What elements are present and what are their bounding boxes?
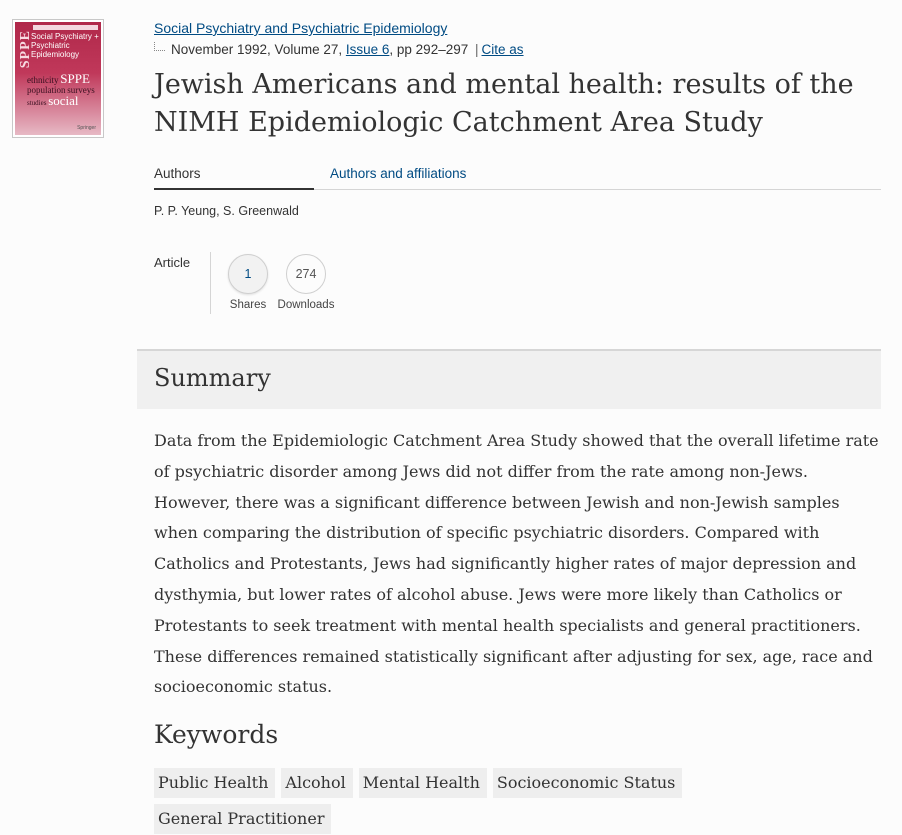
shares-count[interactable]: 1 <box>228 254 268 294</box>
cover-publisher: Springer <box>77 125 96 131</box>
cover-title-line: Psychiatric <box>31 41 70 50</box>
downloads-metric <box>276 254 336 311</box>
keyword-tag: Public Health <box>154 768 275 798</box>
article-title: Jewish Americans and mental health: results of the NIMH Epidemiologic Catchment Area Study <box>154 69 854 138</box>
journal-link[interactable]: Social Psychiatry and Psychiatric Epidemiology <box>154 20 448 36</box>
cover-artwork <box>15 22 101 135</box>
publication-meta <box>154 42 524 57</box>
cover-spine-text: SPPE <box>18 30 33 69</box>
date-volume: November 1992, Volume 27, <box>171 42 343 57</box>
keyword-tag: General Practitioner <box>154 804 331 834</box>
downloads-label: Downloads <box>277 299 335 311</box>
tab-authors-and-affiliations[interactable]: Authors and affiliations <box>330 166 467 181</box>
keyword-tag: Mental Health <box>359 768 487 798</box>
tree-branch-icon <box>154 42 165 51</box>
shares-metric[interactable] <box>218 254 278 311</box>
keywords-heading: Keywords <box>154 720 279 749</box>
cover-title-line: Epidemiology <box>31 50 80 59</box>
cover-word: SPPE <box>60 71 90 86</box>
issue-link[interactable]: Issue 6 <box>345 42 390 57</box>
cite-as-link[interactable]: Cite as <box>481 42 524 57</box>
summary-text: Data from the Epidemiologic Catchment Area Study showed that the overall lifetime rate of psychiatric disorder among Jews did not differ from the rate among non-Jews. However, there was a significant difference between Jewish and non-Jewish samples when comparing the distribution of specific psychiatric disorders. Compared with Catholics and Protestants, Jews had significantly higher rates of major depression and dysthymia, but lower rates of alcohol abuse. Jews were more likely than Catholics or Protestants to seek treatment with mental health specialists and general practitioners. These differences remained statistically significant after adjusting for sex, age, race and socioeconomic status. <box>154 431 879 697</box>
cover-title <box>31 32 99 59</box>
tab-authors[interactable]: Authors <box>154 166 314 190</box>
pages: , pp 292–297 <box>389 42 469 57</box>
keyword-list <box>154 768 754 834</box>
downloads-count: 274 <box>286 254 326 294</box>
cover-word: population <box>27 85 66 95</box>
cover-top-band <box>33 25 98 30</box>
summary-heading: Summary <box>154 364 271 392</box>
cover-word: social <box>48 93 79 108</box>
journal-cover-image[interactable] <box>12 19 104 138</box>
cover-title-line: Social Psychiatry + <box>31 32 99 41</box>
article-metrics-label: Article <box>154 255 191 270</box>
cover-word: ethnicity <box>27 75 59 85</box>
cover-word: surveys <box>67 85 95 95</box>
summary-section-header <box>137 349 881 409</box>
keyword-tag: Alcohol <box>281 768 352 798</box>
shares-label: Shares <box>229 299 267 311</box>
meta-separator: | <box>475 42 479 57</box>
cover-word: studies <box>27 99 47 107</box>
metrics-divider <box>210 252 211 314</box>
authors-tabs <box>154 166 881 190</box>
author-list[interactable]: P. P. Yeung, S. Greenwald <box>154 204 299 218</box>
cover-word-cloud <box>27 71 97 126</box>
keyword-tag: Socioeconomic Status <box>493 768 683 798</box>
